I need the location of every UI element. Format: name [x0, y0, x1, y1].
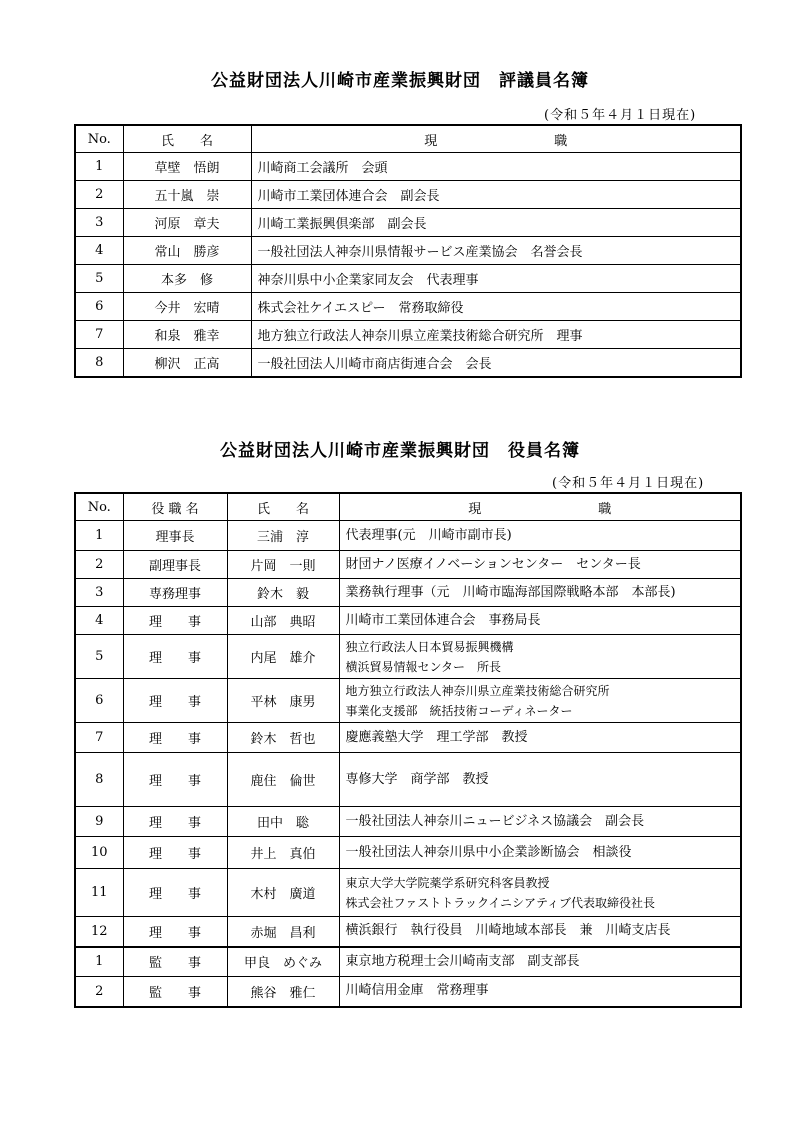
officer-role: 理 事: [123, 917, 227, 947]
officer-position: [339, 869, 741, 917]
officer-role: 理 事: [123, 753, 227, 807]
table-row: [75, 209, 741, 237]
row-number: 8: [75, 753, 123, 807]
position-line: 代表理事(元 川崎市副市長): [345, 527, 512, 543]
table-row: [75, 237, 741, 265]
row-number: 6: [75, 679, 123, 723]
row-number: 10: [75, 837, 123, 869]
officer-name: 片岡 一則: [227, 551, 339, 579]
row-number: 2: [75, 977, 123, 1007]
officer-position: [339, 723, 741, 753]
table-row: [75, 635, 741, 679]
officer-name: 熊谷 雅仁: [227, 977, 339, 1007]
officer-role: 理 事: [123, 607, 227, 635]
officer-position: [339, 607, 741, 635]
member-position: 神奈川県中小企業家同友会 代表理事: [251, 265, 741, 293]
officers-title: 公益財団法人川崎市産業振興財団 役員名簿: [220, 441, 580, 461]
member-name: 柳沢 正高: [123, 349, 251, 377]
council-header-row: [75, 125, 741, 153]
table-row: [75, 679, 741, 723]
row-number: 3: [75, 579, 123, 607]
table-row: [75, 579, 741, 607]
officers-header-row: [75, 493, 741, 521]
member-name: 和泉 雅幸: [123, 321, 251, 349]
officer-role: 専務理事: [123, 579, 227, 607]
row-number: 4: [75, 607, 123, 635]
table-row: [75, 607, 741, 635]
member-position: 地方独立行政法人神奈川県立産業技術総合研究所 理事: [251, 321, 741, 349]
position-line: 一般社団法人神奈川県中小企業診断協会 相談役: [345, 844, 632, 860]
row-number: 3: [75, 209, 123, 237]
header-name: 氏 名: [123, 125, 251, 153]
member-position: 一般社団法人川崎市商店街連合会 会長: [251, 349, 741, 377]
header-position: 現 職: [251, 125, 741, 153]
council-title: 公益財団法人川崎市産業振興財団 評議員名簿: [211, 71, 589, 91]
member-name: 河原 章夫: [123, 209, 251, 237]
member-name: 今井 宏晴: [123, 293, 251, 321]
member-name: 本多 修: [123, 265, 251, 293]
officer-position: [339, 807, 741, 837]
member-name: 五十嵐 崇: [123, 181, 251, 209]
table-row: [75, 807, 741, 837]
table-row: [75, 521, 741, 551]
row-number: 8: [75, 349, 123, 377]
officer-name: 鈴木 哲也: [227, 723, 339, 753]
officer-position: [339, 753, 741, 807]
table-row: [75, 723, 741, 753]
header-no: No.: [75, 493, 123, 521]
member-position: 川崎商工会議所 会頭: [251, 153, 741, 181]
officer-role: 理 事: [123, 807, 227, 837]
member-position: 一般社団法人神奈川県情報サービス産業協会 名誉会長: [251, 237, 741, 265]
officer-role: 理 事: [123, 869, 227, 917]
officer-role: 副理事長: [123, 551, 227, 579]
officer-role: 理事長: [123, 521, 227, 551]
position-line: 株式会社ファストトラックイニシアティブ代表取締役社長: [345, 895, 655, 910]
officer-role: 理 事: [123, 679, 227, 723]
officer-position: [339, 551, 741, 579]
header-position: 現 職: [339, 493, 741, 521]
position-line: 財団ナノ医療イノベーションセンター センター長: [345, 556, 641, 572]
table-row: [75, 753, 741, 807]
header-name: 氏 名: [227, 493, 339, 521]
officer-role: 理 事: [123, 837, 227, 869]
officer-name: 内尾 雄介: [227, 635, 339, 679]
officer-position: [339, 679, 741, 723]
table-row: [75, 153, 741, 181]
row-number: 9: [75, 807, 123, 837]
table-row: [75, 947, 741, 977]
member-position: 川崎工業振興倶楽部 副会長: [251, 209, 741, 237]
position-line: 独立行政法人日本貿易振興機構: [345, 639, 514, 654]
officer-position: [339, 521, 741, 551]
officer-position: [339, 635, 741, 679]
row-number: 2: [75, 551, 123, 579]
table-row: [75, 869, 741, 917]
officer-name: 井上 真伯: [227, 837, 339, 869]
member-position: 川崎市工業団体連合会 副会長: [251, 181, 741, 209]
officer-name: 甲良 めぐみ: [227, 947, 339, 977]
officers-date: (令和５年４月１日現在): [552, 476, 705, 491]
position-line: 事業化支援部 統括技術コーディネーター: [345, 703, 573, 718]
row-number: 7: [75, 321, 123, 349]
position-line: 横浜貿易情報センター 所長: [345, 659, 502, 674]
table-row: [75, 321, 741, 349]
row-number: 6: [75, 293, 123, 321]
table-row: [75, 977, 741, 1007]
table-row: [75, 349, 741, 377]
officer-role: 理 事: [123, 723, 227, 753]
position-line: 地方独立行政法人神奈川県立産業技術総合研究所: [345, 683, 610, 698]
officer-name: 木村 廣道: [227, 869, 339, 917]
row-number: 4: [75, 237, 123, 265]
council-table: [74, 124, 742, 378]
officer-name: 山部 典昭: [227, 607, 339, 635]
officer-name: 三浦 淳: [227, 521, 339, 551]
officer-role: 理 事: [123, 635, 227, 679]
header-no: No.: [75, 125, 123, 153]
header-role: 役 職 名: [123, 493, 227, 521]
table-row: [75, 181, 741, 209]
row-number: 12: [75, 917, 123, 947]
table-row: [75, 837, 741, 869]
position-line: 業務執行理事（元 川崎市臨海部国際戦略本部 本部長): [345, 584, 676, 600]
officer-position: [339, 947, 741, 977]
officer-name: 平林 康男: [227, 679, 339, 723]
officer-position: [339, 579, 741, 607]
officers-table: [74, 492, 742, 1008]
position-line: 横浜銀行 執行役員 川崎地域本部長 兼 川崎支店長: [345, 923, 671, 939]
officer-name: 田中 聡: [227, 807, 339, 837]
officer-role: 監 事: [123, 977, 227, 1007]
position-line: 一般社団法人神奈川ニュービジネス協議会 副会長: [345, 813, 645, 829]
officer-position: [339, 837, 741, 869]
table-row: [75, 917, 741, 947]
row-number: 7: [75, 723, 123, 753]
member-name: 草壁 悟朗: [123, 153, 251, 181]
row-number: 2: [75, 181, 123, 209]
table-row: [75, 551, 741, 579]
position-line: 東京地方税理士会川崎南支部 副支部長: [345, 953, 580, 969]
row-number: 1: [75, 153, 123, 181]
officer-role: 監 事: [123, 947, 227, 977]
officer-name: 鈴木 毅: [227, 579, 339, 607]
position-line: 東京大学大学院薬学系研究科客員教授: [345, 875, 550, 890]
officer-name: 鹿住 倫世: [227, 753, 339, 807]
member-name: 常山 勝彦: [123, 237, 251, 265]
position-line: 川崎市工業団体連合会 事務局長: [345, 612, 541, 628]
officer-name: 赤堀 昌利: [227, 917, 339, 947]
position-line: 慶應義塾大学 理工学部 教授: [345, 729, 528, 745]
row-number: 11: [75, 869, 123, 917]
row-number: 1: [75, 521, 123, 551]
row-number: 1: [75, 947, 123, 977]
officer-position: [339, 917, 741, 947]
member-position: 株式会社ケイエスピー 常務取締役: [251, 293, 741, 321]
row-number: 5: [75, 635, 123, 679]
table-row: [75, 293, 741, 321]
position-line: 専修大学 商学部 教授: [345, 771, 489, 787]
position-line: 川崎信用金庫 常務理事: [345, 983, 489, 999]
officer-position: [339, 977, 741, 1007]
council-date: (令和５年４月１日現在): [544, 108, 697, 123]
table-row: [75, 265, 741, 293]
row-number: 5: [75, 265, 123, 293]
